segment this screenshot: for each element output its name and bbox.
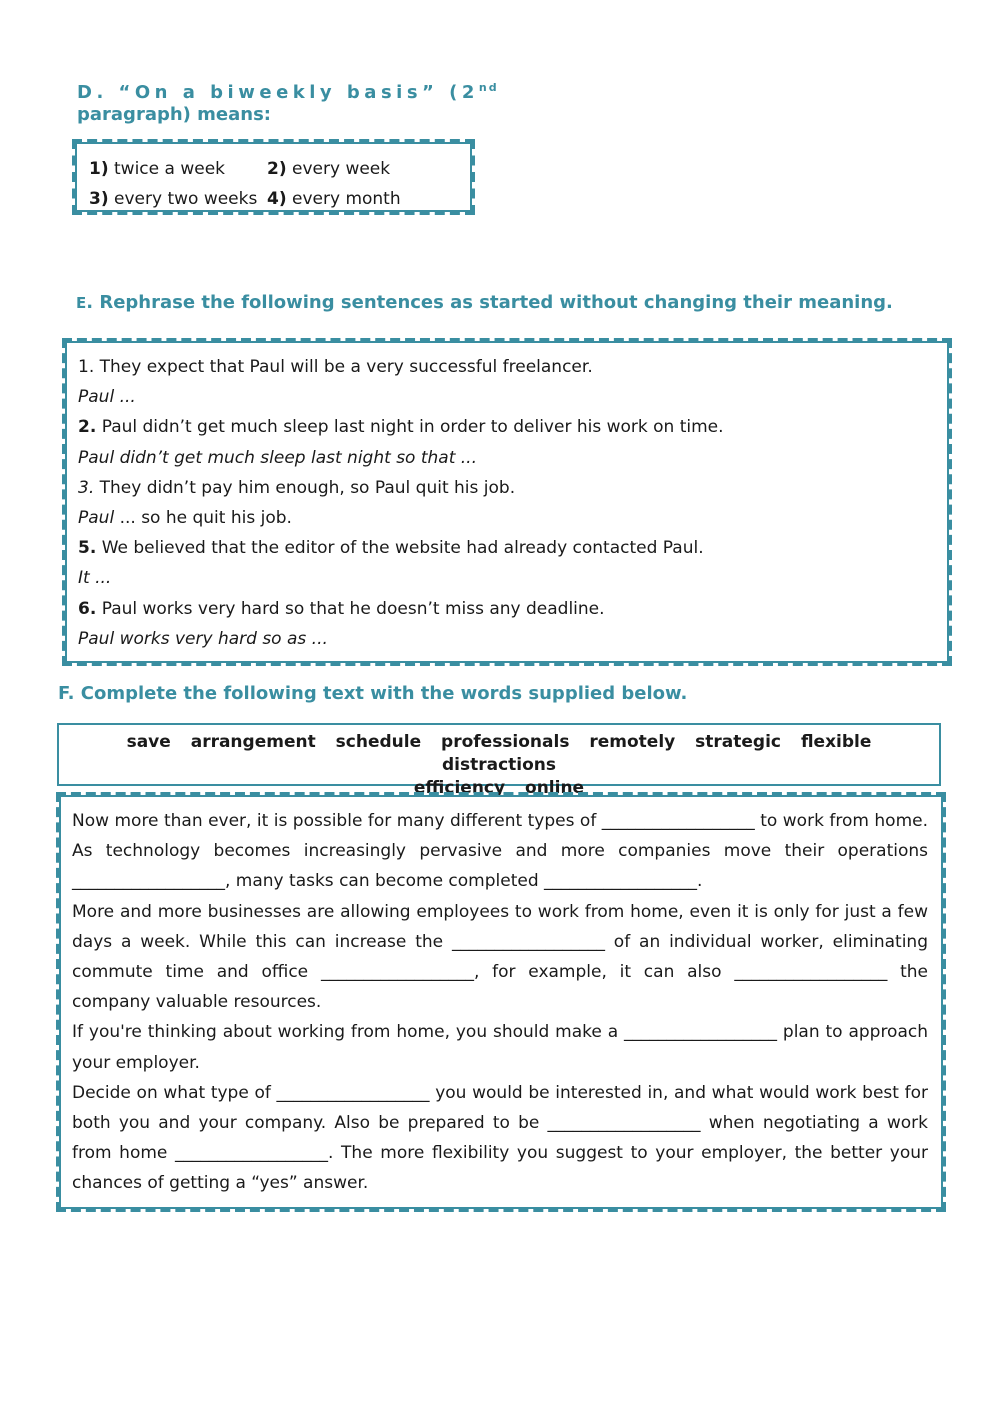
word-bank — [57, 723, 941, 798]
blank-1[interactable]: __________________ — [601, 811, 755, 831]
section-d-title-superscript: nd — [478, 81, 499, 94]
section-f-title: F. Complete the following text with the words supplied below. — [58, 683, 688, 704]
section-d-title-text: D. “On a biweekly basis” (2 — [77, 82, 479, 103]
option-4: 4) every month — [267, 189, 401, 209]
options-row — [89, 154, 470, 184]
paragraph-2: More and more businesses are allowing employees to work from home, even it is only for just a few days a week. While this can increase the __________________ of an individual worker, eliminating commute time and office __________________, for example, it can also __________________ the company valuable resources. — [72, 901, 928, 1013]
word-bank-item: efficiency — [413, 778, 506, 798]
blank-10[interactable]: __________________ — [175, 1143, 329, 1164]
option-3: 3) every two weeks — [89, 189, 258, 209]
sentence-2: 2. Paul didn’t get much sleep last night in order to deliver his work on time. — [78, 417, 724, 438]
sentence-3-prompt: Paul ... so he quit his job. — [78, 508, 292, 529]
sentence-3: 3. They didn’t pay him enough, so Paul quit his job. — [78, 477, 516, 498]
blank-3[interactable]: __________________ — [544, 871, 698, 892]
option-1: 1) twice a week — [89, 159, 226, 179]
blank-8[interactable]: __________________ — [276, 1082, 430, 1103]
sentence-5-prompt: It ... — [78, 568, 112, 589]
word-bank-item: distractions — [441, 755, 557, 775]
word-bank-item: strategic — [695, 732, 782, 752]
word-bank-item: flexible — [800, 732, 872, 752]
section-f-text-box — [56, 792, 946, 1212]
paragraph-3: If you're thinking about working from home, you should make a __________________ plan to approach your employer. — [72, 1022, 928, 1073]
sentence-1-prompt: Paul ... — [78, 387, 136, 408]
section-e-sentences-box — [62, 338, 952, 666]
word-bank-item: save — [126, 732, 171, 752]
blank-4[interactable]: __________________ — [451, 931, 605, 952]
sentence-6: 6. Paul works very hard so that he doesn’t miss any deadline. — [78, 598, 605, 619]
blank-9[interactable]: __________________ — [547, 1113, 701, 1134]
paragraph-1: Now more than ever, it is possible for many different types of __________________ to work from home. As technology becomes increasingly pervasive and more companies move their operations __________________, many tasks can become completed __________________. — [72, 811, 928, 892]
blank-2[interactable]: __________________ — [72, 871, 225, 892]
word-bank-item: arrangement — [190, 732, 316, 752]
paragraph-4: Decide on what type of __________________ you would be interested in, and what would work best for both you and your company. Also be prepared to be __________________ when negotiating a work from home __________________. The more flexibility you suggest to your employer, the better your chances of getting a “yes” answer. — [72, 1082, 929, 1194]
option-2: 2) every week — [267, 159, 391, 179]
blank-5[interactable]: __________________ — [320, 962, 474, 983]
blank-7[interactable]: __________________ — [624, 1022, 778, 1043]
options-row — [89, 184, 470, 214]
sentence-2-prompt: Paul didn’t get much sleep last night so that ... — [78, 447, 477, 468]
word-bank-item: remotely — [589, 732, 676, 752]
sentence-1: 1. They expect that Paul will be a very successful freelancer. — [78, 357, 593, 377]
blank-6[interactable]: __________________ — [734, 962, 888, 983]
word-bank-item: online — [525, 778, 585, 798]
word-bank-item: schedule — [335, 732, 422, 752]
section-d-subtitle: paragraph) means: — [77, 104, 271, 125]
section-d-options-box — [72, 139, 475, 215]
section-d-title — [77, 76, 499, 105]
section-e-title: E. Rephrase the following sentences as started without changing their meaning. — [76, 292, 893, 313]
sentence-5: 5. We believed that the editor of the website had already contacted Paul. — [78, 538, 704, 559]
word-bank-item: professionals — [441, 732, 570, 752]
sentence-6-prompt: Paul works very hard so as ... — [78, 628, 328, 649]
